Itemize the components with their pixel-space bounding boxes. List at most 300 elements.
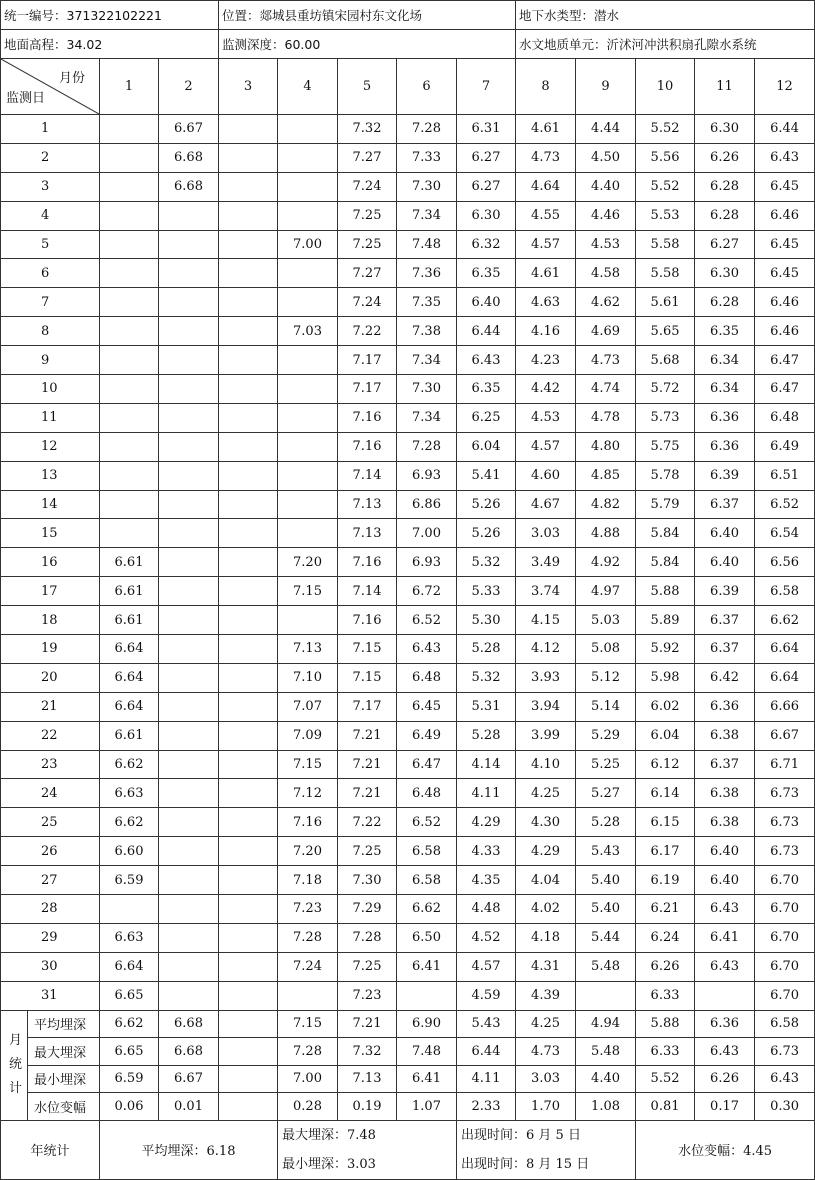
stat-value: 0.19 [338,1093,397,1121]
depth-value: 7.23 [278,895,338,924]
depth-value: 6.73 [755,779,815,808]
table-row [1,923,815,952]
depth-value: 5.48 [576,952,636,981]
depth-value: 5.43 [576,837,636,866]
depth-value: 6.46 [755,288,815,317]
depth-value: 6.28 [695,288,755,317]
stat-label: 最小埋深 [28,1065,100,1093]
depth-value: 6.35 [457,375,516,404]
stat-value: 4.94 [576,1010,636,1038]
depth-value [159,288,219,317]
depth-value [278,432,338,461]
depth-value [159,577,219,606]
depth-value: 7.30 [397,375,457,404]
depth-value: 6.36 [695,692,755,721]
depth-value: 5.33 [457,577,516,606]
depth-value [159,952,219,981]
depth-value [219,288,278,317]
depth-value: 7.28 [338,923,397,952]
day-label: 5 [1,230,100,259]
depth-value [159,779,219,808]
depth-value: 6.40 [695,519,755,548]
stat-value [219,1010,278,1038]
stat-value: 6.44 [457,1038,516,1066]
day-label: 6 [1,259,100,288]
depth-value: 6.47 [397,750,457,779]
depth-value: 5.28 [457,635,516,664]
day-label: 1 [1,115,100,144]
depth-value: 6.31 [457,115,516,144]
depth-value [219,663,278,692]
depth-value: 6.40 [695,548,755,577]
stat-value: 5.48 [576,1038,636,1066]
depth-value: 7.13 [338,519,397,548]
depth-value: 5.61 [636,288,695,317]
depth-value: 6.30 [457,201,516,230]
depth-value: 6.26 [695,143,755,172]
day-label: 11 [1,403,100,432]
depth-value: 7.25 [338,952,397,981]
depth-value: 5.52 [636,115,695,144]
depth-value: 5.32 [457,663,516,692]
depth-value: 6.48 [397,663,457,692]
depth-value: 7.25 [338,230,397,259]
depth-value: 4.15 [516,606,576,635]
depth-value: 7.20 [278,548,338,577]
depth-value: 7.25 [338,201,397,230]
depth-value: 4.40 [576,172,636,201]
depth-value: 5.89 [636,606,695,635]
depth-value: 4.80 [576,432,636,461]
depth-value [219,808,278,837]
depth-value: 5.41 [457,461,516,490]
day-label: 20 [1,663,100,692]
location: 位置：郯城县重坊镇宋园村东文化场 [219,1,516,30]
table-row [1,663,815,692]
depth-value: 5.28 [457,721,516,750]
depth-value: 6.60 [100,837,159,866]
month-header: 9 [576,59,636,115]
depth-value: 7.34 [397,403,457,432]
depth-value: 6.45 [397,692,457,721]
day-label: 31 [1,981,100,1010]
depth-value [159,230,219,259]
stat-value: 6.59 [100,1065,159,1093]
depth-value: 6.68 [159,172,219,201]
depth-value: 5.75 [636,432,695,461]
depth-value: 3.03 [516,519,576,548]
day-label: 3 [1,172,100,201]
depth-value: 4.16 [516,317,576,346]
depth-value: 5.72 [636,375,695,404]
depth-value: 3.93 [516,663,576,692]
depth-value: 7.30 [338,866,397,895]
depth-value: 6.39 [695,577,755,606]
depth-value: 6.62 [755,606,815,635]
day-label: 21 [1,692,100,721]
depth-value: 5.58 [636,230,695,259]
stat-value: 0.06 [100,1093,159,1121]
water-type: 地下水类型：潜水 [516,1,815,30]
depth-value: 3.49 [516,548,576,577]
table-row [1,750,815,779]
monthly-stat-row [1,1093,815,1121]
day-label: 22 [1,721,100,750]
depth-value [278,143,338,172]
depth-value: 5.44 [576,923,636,952]
depth-value: 6.64 [100,663,159,692]
day-label: 8 [1,317,100,346]
depth-value [219,317,278,346]
depth-value: 7.13 [278,635,338,664]
depth-value: 7.09 [278,721,338,750]
monthly-stat-row [1,1010,815,1038]
depth-value [219,490,278,519]
depth-value: 4.85 [576,461,636,490]
depth-value: 6.64 [100,635,159,664]
stat-value: 6.68 [159,1010,219,1038]
depth-value: 6.66 [755,692,815,721]
depth-value: 4.61 [516,115,576,144]
table-row [1,577,815,606]
depth-value: 4.29 [457,808,516,837]
table-row [1,288,815,317]
depth-value [219,115,278,144]
depth-value [159,259,219,288]
depth-value [219,346,278,375]
depth-value: 7.34 [397,346,457,375]
depth-value [100,317,159,346]
depth-value: 6.41 [397,952,457,981]
stat-label: 最大埋深 [28,1038,100,1066]
table-row [1,432,815,461]
depth-value [100,461,159,490]
depth-value: 5.26 [457,519,516,548]
depth-value: 6.45 [755,230,815,259]
table-row [1,317,815,346]
month-header-row [1,59,815,115]
table-row [1,866,815,895]
depth-value: 6.04 [457,432,516,461]
depth-value: 7.13 [338,490,397,519]
depth-value [219,779,278,808]
depth-value: 4.14 [457,750,516,779]
depth-value [219,403,278,432]
depth-value: 7.16 [338,403,397,432]
depth-value: 6.64 [100,952,159,981]
depth-value [159,519,219,548]
depth-value: 4.62 [576,288,636,317]
depth-value: 6.40 [695,837,755,866]
depth-value: 7.23 [338,981,397,1010]
month-header: 3 [219,59,278,115]
depth-value [100,259,159,288]
depth-value: 5.56 [636,143,695,172]
depth-value [100,346,159,375]
stat-value: 6.41 [397,1065,457,1093]
depth-value: 5.40 [576,895,636,924]
depth-value: 6.62 [100,750,159,779]
depth-value [100,201,159,230]
depth-value: 6.48 [397,779,457,808]
depth-value: 6.17 [636,837,695,866]
depth-value: 6.47 [755,375,815,404]
depth-value: 7.21 [338,779,397,808]
depth-value: 6.19 [636,866,695,895]
depth-value: 7.10 [278,663,338,692]
depth-value: 7.36 [397,259,457,288]
depth-value: 6.67 [159,115,219,144]
depth-value [159,201,219,230]
depth-value: 6.70 [755,923,815,952]
depth-value: 7.24 [338,172,397,201]
stat-value: 6.73 [755,1038,815,1066]
depth-value: 6.34 [695,375,755,404]
depth-value [219,143,278,172]
stat-value: 4.73 [516,1038,576,1066]
month-header: 5 [338,59,397,115]
depth-value: 6.45 [755,172,815,201]
depth-value: 6.37 [695,490,755,519]
depth-value: 4.02 [516,895,576,924]
depth-value: 6.44 [457,317,516,346]
monitoring-depth: 监测深度：60.00 [219,30,516,59]
stat-value: 6.43 [695,1038,755,1066]
depth-value: 6.58 [755,577,815,606]
depth-value: 6.02 [636,692,695,721]
depth-value: 4.48 [457,895,516,924]
depth-value: 7.28 [397,115,457,144]
header-row-1 [1,1,815,30]
depth-value [100,230,159,259]
stat-value: 4.11 [457,1065,516,1093]
stat-value: 5.43 [457,1010,516,1038]
depth-value [159,923,219,952]
group-label-char: 计 [8,1081,22,1097]
depth-value: 6.37 [695,606,755,635]
depth-value: 5.14 [576,692,636,721]
depth-value: 7.20 [278,837,338,866]
depth-value [159,548,219,577]
depth-value [278,346,338,375]
depth-value: 6.71 [755,750,815,779]
depth-value: 6.27 [695,230,755,259]
depth-value: 7.30 [397,172,457,201]
depth-value [695,981,755,1010]
depth-value: 7.27 [338,259,397,288]
depth-value [397,981,457,1010]
depth-value: 6.36 [695,432,755,461]
depth-value: 6.37 [695,750,755,779]
depth-value [219,837,278,866]
table-row [1,403,815,432]
annual-occurrence-times [457,1120,636,1179]
depth-value [219,375,278,404]
depth-value: 6.62 [397,895,457,924]
annual-max: 最大埋深：7.48 [282,1127,376,1143]
month-header: 2 [159,59,219,115]
depth-value [219,230,278,259]
stat-value: 4.25 [516,1010,576,1038]
depth-value: 5.58 [636,259,695,288]
depth-value: 4.18 [516,923,576,952]
stat-value: 7.13 [338,1065,397,1093]
hydrogeologic-unit: 水文地质单元：沂沭河冲洪积扇孔隙水系统 [516,30,815,59]
depth-value: 6.43 [695,952,755,981]
depth-value: 7.16 [338,432,397,461]
day-label: 13 [1,461,100,490]
monthly-stats-group-label [1,1010,28,1120]
depth-value: 6.36 [695,403,755,432]
depth-value: 4.04 [516,866,576,895]
depth-value: 6.38 [695,808,755,837]
depth-value: 6.93 [397,548,457,577]
depth-value: 6.48 [755,403,815,432]
depth-value: 6.46 [755,201,815,230]
day-label: 27 [1,866,100,895]
stat-value: 6.36 [695,1010,755,1038]
table-row [1,808,815,837]
depth-value [100,375,159,404]
table-row [1,143,815,172]
depth-value: 4.64 [516,172,576,201]
depth-value: 6.49 [397,721,457,750]
depth-value [159,403,219,432]
depth-value: 5.88 [636,577,695,606]
depth-value: 7.17 [338,346,397,375]
depth-value: 5.40 [576,866,636,895]
table-row [1,548,815,577]
depth-value: 6.68 [159,143,219,172]
depth-value [219,981,278,1010]
depth-value: 6.43 [755,143,815,172]
depth-value: 6.21 [636,895,695,924]
day-label: 28 [1,895,100,924]
depth-value: 6.35 [695,317,755,346]
day-label: 25 [1,808,100,837]
stat-value: 2.33 [457,1093,516,1121]
depth-value [219,952,278,981]
depth-value [100,403,159,432]
depth-value: 6.73 [755,837,815,866]
table-row [1,837,815,866]
depth-value: 4.97 [576,577,636,606]
depth-value: 6.62 [100,808,159,837]
depth-value: 4.57 [516,432,576,461]
depth-value: 4.12 [516,635,576,664]
day-label: 19 [1,635,100,664]
depth-value: 6.64 [100,692,159,721]
depth-value: 5.26 [457,490,516,519]
depth-value: 4.88 [576,519,636,548]
day-label: 29 [1,923,100,952]
depth-value: 6.33 [636,981,695,1010]
depth-value: 7.32 [338,115,397,144]
stat-value: 0.28 [278,1093,338,1121]
stat-value: 7.48 [397,1038,457,1066]
depth-value: 6.43 [695,895,755,924]
depth-value: 6.70 [755,981,815,1010]
stat-value: 7.21 [338,1010,397,1038]
annual-range: 水位变幅：4.45 [636,1120,815,1179]
table-row [1,461,815,490]
depth-value: 4.60 [516,461,576,490]
stat-value: 6.62 [100,1010,159,1038]
depth-value: 6.34 [695,346,755,375]
depth-value [219,866,278,895]
table-row [1,981,815,1010]
depth-value: 6.54 [755,519,815,548]
depth-value: 5.79 [636,490,695,519]
depth-value: 6.30 [695,259,755,288]
depth-value: 5.53 [636,201,695,230]
depth-value [159,432,219,461]
depth-value: 4.63 [516,288,576,317]
depth-value: 7.12 [278,779,338,808]
table-row [1,952,815,981]
depth-value: 7.48 [397,230,457,259]
depth-value: 7.24 [338,288,397,317]
depth-value: 7.16 [278,808,338,837]
stat-value: 0.81 [636,1093,695,1121]
day-label: 15 [1,519,100,548]
depth-value: 6.39 [695,461,755,490]
depth-value: 7.14 [338,461,397,490]
day-label: 9 [1,346,100,375]
depth-value: 4.55 [516,201,576,230]
depth-value: 6.64 [755,635,815,664]
depth-value: 7.17 [338,375,397,404]
depth-value: 4.42 [516,375,576,404]
depth-value [159,490,219,519]
annual-stats-row [1,1120,815,1179]
stat-value: 7.28 [278,1038,338,1066]
depth-value: 5.27 [576,779,636,808]
depth-value: 6.26 [636,952,695,981]
depth-value: 7.24 [278,952,338,981]
month-axis-label: 月份 [58,71,85,86]
depth-value: 5.98 [636,663,695,692]
depth-value: 6.52 [755,490,815,519]
depth-value: 6.28 [695,201,755,230]
depth-value [219,519,278,548]
table-row [1,375,815,404]
day-label: 23 [1,750,100,779]
depth-value [219,692,278,721]
stat-value: 7.15 [278,1010,338,1038]
depth-value: 6.65 [100,981,159,1010]
depth-value: 6.45 [755,259,815,288]
depth-value [278,606,338,635]
depth-value: 6.61 [100,577,159,606]
depth-value: 5.32 [457,548,516,577]
depth-value: 7.00 [278,230,338,259]
table-row [1,259,815,288]
annual-min: 最小埋深：3.03 [282,1156,376,1172]
group-label-char: 月 [8,1033,22,1049]
group-label-char: 统 [8,1057,22,1073]
depth-value: 4.29 [516,837,576,866]
day-label: 7 [1,288,100,317]
depth-value [159,837,219,866]
month-header: 7 [457,59,516,115]
depth-value: 7.16 [338,548,397,577]
depth-value: 6.50 [397,923,457,952]
depth-value: 6.38 [695,779,755,808]
depth-value: 4.73 [576,346,636,375]
depth-value: 6.43 [397,635,457,664]
depth-value: 5.65 [636,317,695,346]
